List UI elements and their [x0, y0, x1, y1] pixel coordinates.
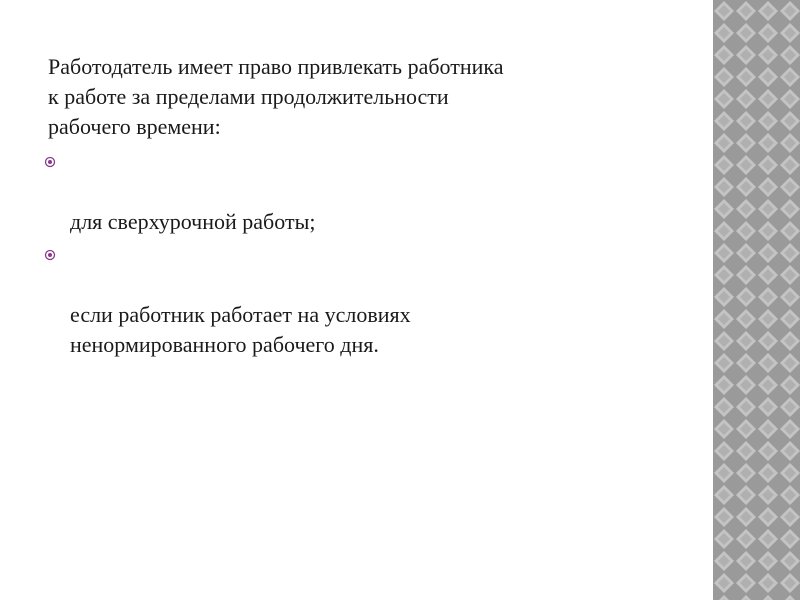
slide-body: [48, 52, 688, 364]
decorative-pattern-strip: [713, 0, 800, 600]
bullet-list: [48, 147, 688, 360]
circle-bullet-icon: [44, 156, 56, 168]
list-item: [48, 240, 688, 360]
diamond-pattern: [713, 0, 800, 600]
intro-paragraph: Работодатель имеет право привлекать работника к работе за пределами продолжительности рабочего времени:: [48, 54, 504, 139]
bullet-text: если работник работает на условиях ненормированного рабочего дня.: [70, 302, 411, 358]
bullet-text: для сверхурочной работы;: [70, 208, 316, 234]
circle-bullet-icon: [44, 249, 56, 261]
list-item: [48, 147, 688, 237]
